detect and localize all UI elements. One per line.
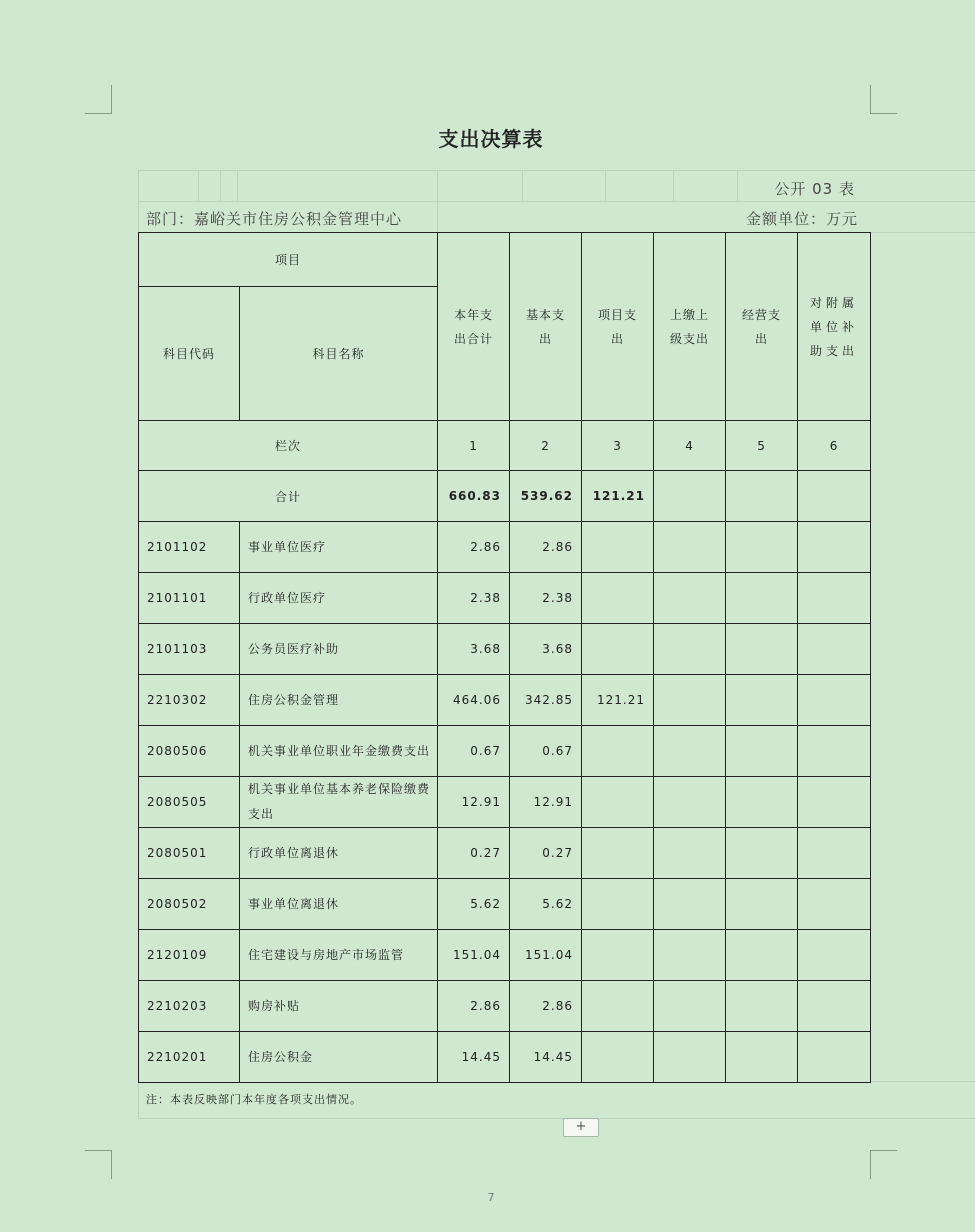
upper-expense-cell <box>654 573 726 624</box>
subject-code-cell: 2120109 <box>139 930 240 981</box>
gridline <box>138 170 139 232</box>
gridline <box>138 170 975 171</box>
year-total-cell: 0.67 <box>438 726 510 777</box>
subsidiary-expense-cell <box>798 522 871 573</box>
upper-expense-cell <box>654 930 726 981</box>
table-row <box>139 675 871 726</box>
total-amount: 660.83 <box>438 471 510 522</box>
project-expense-cell <box>582 726 654 777</box>
table-row <box>139 777 871 828</box>
subject-code-cell: 2210201 <box>139 1032 240 1083</box>
subsidiary-expense-cell <box>798 675 871 726</box>
subject-name-cell: 机关事业单位职业年金缴费支出 <box>240 726 438 777</box>
subject-name-cell: 行政单位离退休 <box>240 828 438 879</box>
margin-mark-top-right <box>870 85 897 114</box>
column-index: 3 <box>582 421 654 471</box>
column-index: 6 <box>798 421 871 471</box>
year-total-cell: 2.86 <box>438 522 510 573</box>
project-expense-cell <box>582 828 654 879</box>
data-rows <box>139 522 871 1083</box>
header-row <box>139 233 871 287</box>
header-subsidiary-expense-text: 对附属单位补助支出 <box>810 295 859 358</box>
subject-code-cell: 2080502 <box>139 879 240 930</box>
gridline <box>870 232 975 233</box>
year-total-cell: 3.68 <box>438 624 510 675</box>
year-total-cell: 0.27 <box>438 828 510 879</box>
business-expense-cell <box>726 573 798 624</box>
project-expense-cell <box>582 624 654 675</box>
upper-expense-cell <box>654 675 726 726</box>
subject-name-cell: 住房公积金 <box>240 1032 438 1083</box>
total-label: 合计 <box>139 471 438 522</box>
gridline <box>673 170 674 201</box>
subject-code-cell: 2080505 <box>139 777 240 828</box>
gridline <box>138 201 975 202</box>
subsidiary-expense-cell <box>798 726 871 777</box>
project-expense-cell <box>582 879 654 930</box>
business-expense-cell <box>726 777 798 828</box>
header-project-expense <box>582 233 654 421</box>
subsidiary-expense-cell <box>798 624 871 675</box>
header-item: 项目 <box>139 233 438 287</box>
gridline <box>138 1081 139 1119</box>
gridline <box>870 1081 975 1082</box>
subject-code-cell: 2101102 <box>139 522 240 573</box>
gridline <box>437 170 438 232</box>
subject-code-cell: 2101103 <box>139 624 240 675</box>
column-index: 1 <box>438 421 510 471</box>
business-expense-cell <box>726 675 798 726</box>
upper-expense-cell <box>654 1032 726 1083</box>
column-index: 2 <box>510 421 582 471</box>
project-expense-cell: 121.21 <box>582 675 654 726</box>
basic-expense-cell: 0.67 <box>510 726 582 777</box>
upper-expense-cell <box>654 624 726 675</box>
subsidiary-expense-cell <box>798 573 871 624</box>
year-total-cell: 151.04 <box>438 930 510 981</box>
subject-name-cell: 事业单位医疗 <box>240 522 438 573</box>
subject-code-cell: 2101101 <box>139 573 240 624</box>
header-subject-code: 科目代码 <box>139 287 240 421</box>
project-expense-cell <box>582 981 654 1032</box>
year-total-cell: 14.45 <box>438 1032 510 1083</box>
amount-unit-label: 金额单位：万元 <box>746 210 859 228</box>
subject-code-cell: 2210203 <box>139 981 240 1032</box>
margin-mark-top-left <box>85 85 112 114</box>
column-index-row <box>139 421 871 471</box>
header-business-expense-text: 经营支出 <box>742 307 782 346</box>
header-upper-expense-text: 上缴上级支出 <box>670 307 710 346</box>
subsidiary-expense-cell <box>798 1032 871 1083</box>
total-row <box>139 471 871 522</box>
basic-expense-cell: 3.68 <box>510 624 582 675</box>
subject-name-cell: 购房补贴 <box>240 981 438 1032</box>
header-upper-expense <box>654 233 726 421</box>
year-total-cell: 2.38 <box>438 573 510 624</box>
subject-name-cell: 公务员医疗补助 <box>240 624 438 675</box>
subject-name-cell: 行政单位医疗 <box>240 573 438 624</box>
column-index: 5 <box>726 421 798 471</box>
subject-name-cell: 住宅建设与房地产市场监管 <box>240 930 438 981</box>
upper-expense-cell <box>654 522 726 573</box>
total-upper <box>654 471 726 522</box>
subject-code-cell: 2210302 <box>139 675 240 726</box>
total-basic: 539.62 <box>510 471 582 522</box>
subsidiary-expense-cell <box>798 879 871 930</box>
subject-name-cell: 住房公积金管理 <box>240 675 438 726</box>
total-business <box>726 471 798 522</box>
table-note: 注：本表反映部门本年度各项支出情况。 <box>146 1093 362 1106</box>
header-project-expense-text: 项目支出 <box>598 307 638 346</box>
business-expense-cell <box>726 624 798 675</box>
department-label: 部门：嘉峪关市住房公积金管理中心 <box>146 210 403 228</box>
subject-code-cell: 2080506 <box>139 726 240 777</box>
total-project: 121.21 <box>582 471 654 522</box>
subsidiary-expense-cell <box>798 828 871 879</box>
business-expense-cell <box>726 726 798 777</box>
year-total-cell: 12.91 <box>438 777 510 828</box>
margin-mark-bottom-left <box>85 1150 112 1179</box>
business-expense-cell <box>726 981 798 1032</box>
header-basic-expense-text: 基本支出 <box>526 307 566 346</box>
basic-expense-cell: 2.38 <box>510 573 582 624</box>
table-row <box>139 930 871 981</box>
subject-name-cell: 机关事业单位基本养老保险缴费支出 <box>240 777 438 828</box>
gridline <box>522 170 523 201</box>
basic-expense-cell: 12.91 <box>510 777 582 828</box>
total-subsidiary <box>798 471 871 522</box>
basic-expense-cell: 2.86 <box>510 981 582 1032</box>
gridline <box>198 170 199 201</box>
upper-expense-cell <box>654 981 726 1032</box>
table-row <box>139 573 871 624</box>
business-expense-cell <box>726 879 798 930</box>
gridline <box>237 170 238 201</box>
gridline <box>220 170 221 201</box>
subject-name-cell: 事业单位离退休 <box>240 879 438 930</box>
header-subject-name: 科目名称 <box>240 287 438 421</box>
column-index-label: 栏次 <box>139 421 438 471</box>
column-index: 4 <box>654 421 726 471</box>
header-subsidiary-expense <box>798 233 871 421</box>
year-total-cell: 5.62 <box>438 879 510 930</box>
basic-expense-cell: 342.85 <box>510 675 582 726</box>
table-row <box>139 522 871 573</box>
year-total-cell: 2.86 <box>438 981 510 1032</box>
page-title: 支出决算表 <box>438 127 544 151</box>
upper-expense-cell <box>654 879 726 930</box>
table-row <box>139 981 871 1032</box>
business-expense-cell <box>726 828 798 879</box>
subsidiary-expense-cell <box>798 777 871 828</box>
upper-expense-cell <box>654 777 726 828</box>
upper-expense-cell <box>654 726 726 777</box>
basic-expense-cell: 0.27 <box>510 828 582 879</box>
table-row <box>139 1032 871 1083</box>
table-row <box>139 879 871 930</box>
margin-mark-bottom-right <box>870 1150 897 1179</box>
gridline <box>605 170 606 201</box>
basic-expense-cell: 5.62 <box>510 879 582 930</box>
project-expense-cell <box>582 522 654 573</box>
header-total-expense-text: 本年支出合计 <box>454 307 494 346</box>
table-row <box>139 726 871 777</box>
project-expense-cell <box>582 1032 654 1083</box>
header-business-expense <box>726 233 798 421</box>
year-total-cell: 464.06 <box>438 675 510 726</box>
table-code: 公开 03 表 <box>774 180 855 198</box>
basic-expense-cell: 151.04 <box>510 930 582 981</box>
basic-expense-cell: 14.45 <box>510 1032 582 1083</box>
table-row <box>139 828 871 879</box>
business-expense-cell <box>726 930 798 981</box>
expenditure-table <box>138 232 871 1083</box>
page-number: 7 <box>487 1191 495 1204</box>
project-expense-cell <box>582 930 654 981</box>
subsidiary-expense-cell <box>798 981 871 1032</box>
basic-expense-cell: 2.86 <box>510 522 582 573</box>
subject-code-cell: 2080501 <box>139 828 240 879</box>
add-button[interactable]: + <box>563 1118 599 1137</box>
table-row <box>139 624 871 675</box>
header-basic-expense <box>510 233 582 421</box>
gridline <box>138 1118 975 1119</box>
project-expense-cell <box>582 777 654 828</box>
business-expense-cell <box>726 522 798 573</box>
subsidiary-expense-cell <box>798 930 871 981</box>
business-expense-cell <box>726 1032 798 1083</box>
header-total-expense <box>438 233 510 421</box>
project-expense-cell <box>582 573 654 624</box>
upper-expense-cell <box>654 828 726 879</box>
